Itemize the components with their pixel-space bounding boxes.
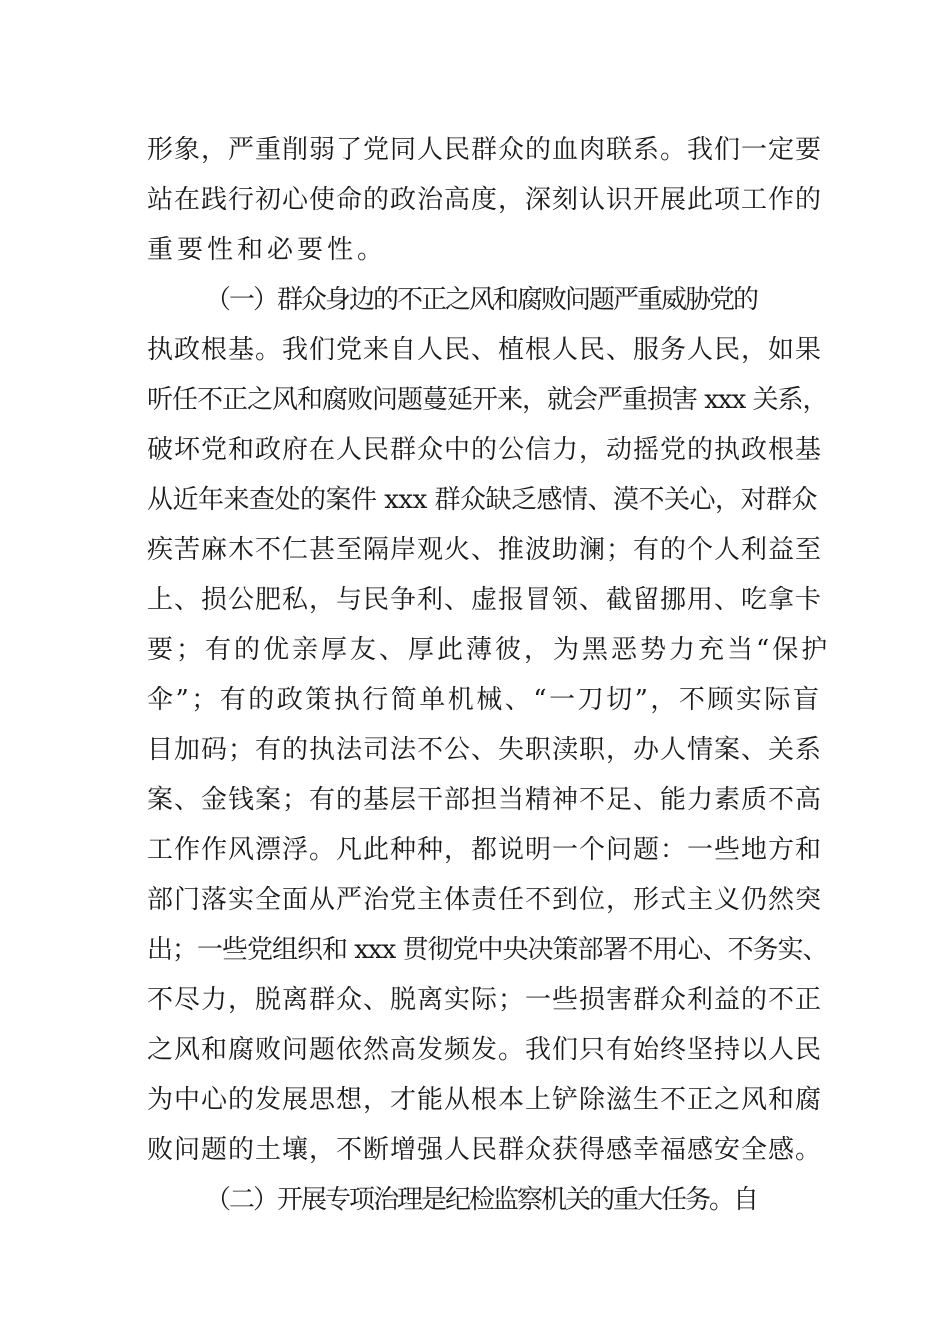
- text-line: 站在践行初心使命的政治高度，深刻认识开展此项工作的: [147, 185, 823, 215]
- section-heading-1: （一）群众身边的不正之风和腐败问题严重威胁党的: [205, 285, 758, 315]
- text-line: 部门落实全面从严治党主体责任不到位，形式主义仍然突: [147, 885, 823, 915]
- text-line: 重要性和必要性。: [147, 235, 388, 265]
- text-line: 破坏党和政府在人民群众中的公信力，动摇党的执政根基: [147, 435, 823, 465]
- section-heading-2: （二）开展专项治理是纪检监察机关的重大任务。自: [205, 1185, 758, 1215]
- text-line: 出；一些党组织和 xxx 贯彻党中央决策部署不用心、不务实、: [147, 935, 828, 965]
- text-line: 案、金钱案；有的基层干部担当精神不足、能力素质不高: [147, 785, 823, 815]
- text-line: 从近年来查处的案件 xxx 群众缺乏感情、漠不关心，对群众: [147, 485, 818, 515]
- text-line: 形象，严重削弱了党同人民群众的血肉联系。我们一定要: [147, 135, 823, 165]
- text-line: 执政根基。我们党来自人民、植根人民、服务人民，如果: [147, 335, 823, 365]
- text-line: 疾苦麻木不仁甚至隔岸观火、推波助澜；有的个人利益至: [147, 535, 823, 565]
- text-line: 上、损公肥私，与民争利、虚报冒领、截留挪用、吃拿卡: [147, 585, 823, 615]
- text-line: 败问题的土壤，不断增强人民群众获得感幸福感安全感。: [147, 1135, 823, 1165]
- text-line: 不尽力，脱离群众、脱离实际；一些损害群众利益的不正: [147, 985, 823, 1015]
- text-line: 目加码；有的执法司法不公、失职渎职，办人情案、关系: [147, 735, 823, 765]
- text-line: 听任不正之风和腐败问题蔓延开来，就会严重损害 xxx 关系，: [147, 385, 828, 415]
- text-line: 之风和腐败问题依然高发频发。我们只有始终坚持以人民: [147, 1035, 823, 1065]
- text-line: 为中心的发展思想，才能从根本上铲除滋生不正之风和腐: [147, 1085, 823, 1115]
- text-line: 要；有的优亲厚友、厚此薄彼，为黑恶势力充当“保护: [147, 635, 831, 665]
- text-line: 工作作风漂浮。凡此种种，都说明一个问题：一些地方和: [147, 835, 823, 865]
- text-line: 伞”；有的政策执行简单机械、“一刀切”，不顾实际盲: [147, 685, 822, 715]
